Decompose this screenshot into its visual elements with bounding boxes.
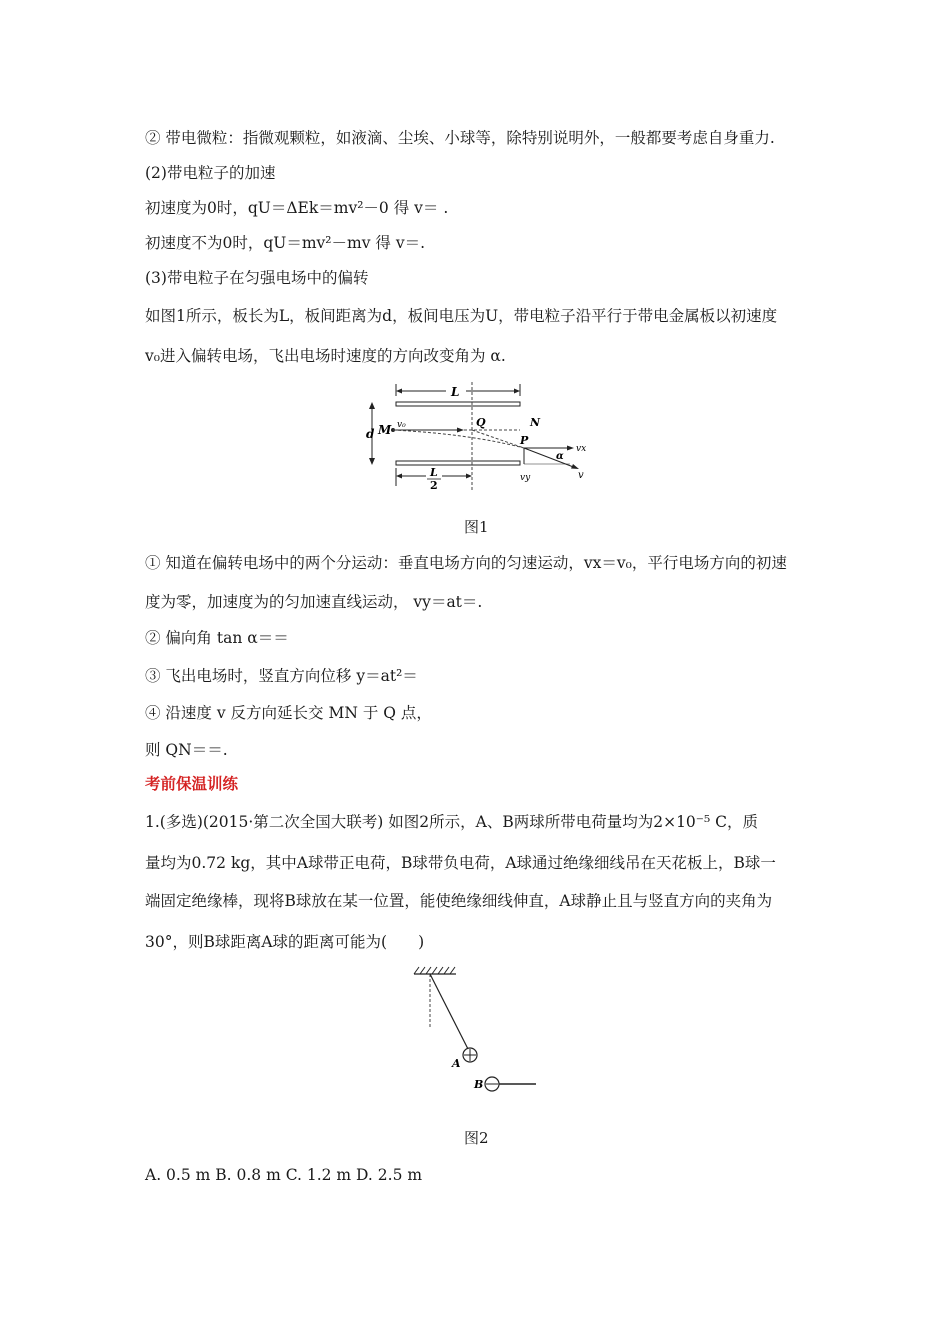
text-line: 则 QN＝＝. [145, 741, 228, 759]
figure-2-diagram [410, 966, 550, 1096]
text-line: v₀进入偏转电场，飞出电场时速度的方向改变角为 α. [145, 347, 506, 365]
label-M: M [378, 423, 392, 437]
text-line: (3)带电粒子在匀强电场中的偏转 [145, 269, 369, 287]
label-P: P [520, 434, 529, 447]
label-Q: Q [476, 416, 486, 429]
text-line: 如图1所示，板长为L，板间距离为d，板间电压为U，带电粒子沿平行于带电金属板以初速度 [145, 307, 778, 325]
text-line: ① 知道在偏转电场中的两个分运动：垂直电场方向的匀速运动，vx＝v₀，平行电场方向的初速 [145, 554, 787, 572]
figure-1-caption: 图1 [464, 518, 489, 536]
text-line: 1.(多选)(2015·第二次全国大联考) 如图2所示，A、B两球所带电荷量均为2×10⁻⁵ C，质 [145, 813, 758, 831]
text-line: A. 0.5 m B. 0.8 m C. 1.2 m D. 2.5 m [145, 1166, 423, 1184]
text-line: ② 偏向角 tan α＝＝ [145, 629, 289, 647]
figure-1-diagram [360, 382, 600, 492]
label-vx: vx [576, 444, 587, 454]
label-B: B [474, 1078, 484, 1091]
text-line: ② 带电微粒：指微观颗粒，如液滴、尘埃、小球等，除特别说明外，一般都要考虑自身重力. [145, 129, 775, 147]
label-half-L-den: 2 [430, 479, 438, 492]
label-half-L-num: L [430, 466, 438, 479]
label-alpha: α [556, 451, 564, 462]
text-line: 端固定绝缘棒，现将B球放在某一位置，能使绝缘细线伸直，A球静止且与竖直方向的夹角为 [145, 892, 773, 910]
label-L: L [451, 385, 460, 399]
label-N: N [530, 416, 541, 429]
text-line: 初速度为0时，qU＝ΔEk＝mv²－0 得 v＝ . [145, 199, 449, 217]
text-line: 度为零，加速度为的匀加速直线运动， vy＝at＝. [145, 593, 483, 611]
text-line: (2)带电粒子的加速 [145, 164, 276, 182]
label-d: d [366, 427, 375, 441]
text-line: 量均为0.72 kg，其中A球带正电荷，B球带负电荷，A球通过绝缘细线吊在天花板上，B球一 [145, 854, 776, 872]
label-v: v [578, 470, 584, 481]
text-line: 初速度不为0时，qU＝mv²－mv 得 v＝. [145, 234, 426, 252]
label-v0: v₀ [397, 420, 406, 430]
text-line: ③ 飞出电场时，竖直方向位移 y＝at²＝ [145, 667, 418, 685]
section-title: 考前保温训练 [145, 775, 239, 793]
label-vy: vy [520, 473, 531, 483]
text-line: 30°，则B球距离A球的距离可能为( ) [145, 933, 425, 951]
label-A: A [452, 1057, 461, 1070]
figure-2-caption: 图2 [464, 1129, 489, 1147]
text-line: ④ 沿速度 v 反方向延长交 MN 于 Q 点， [145, 704, 432, 722]
